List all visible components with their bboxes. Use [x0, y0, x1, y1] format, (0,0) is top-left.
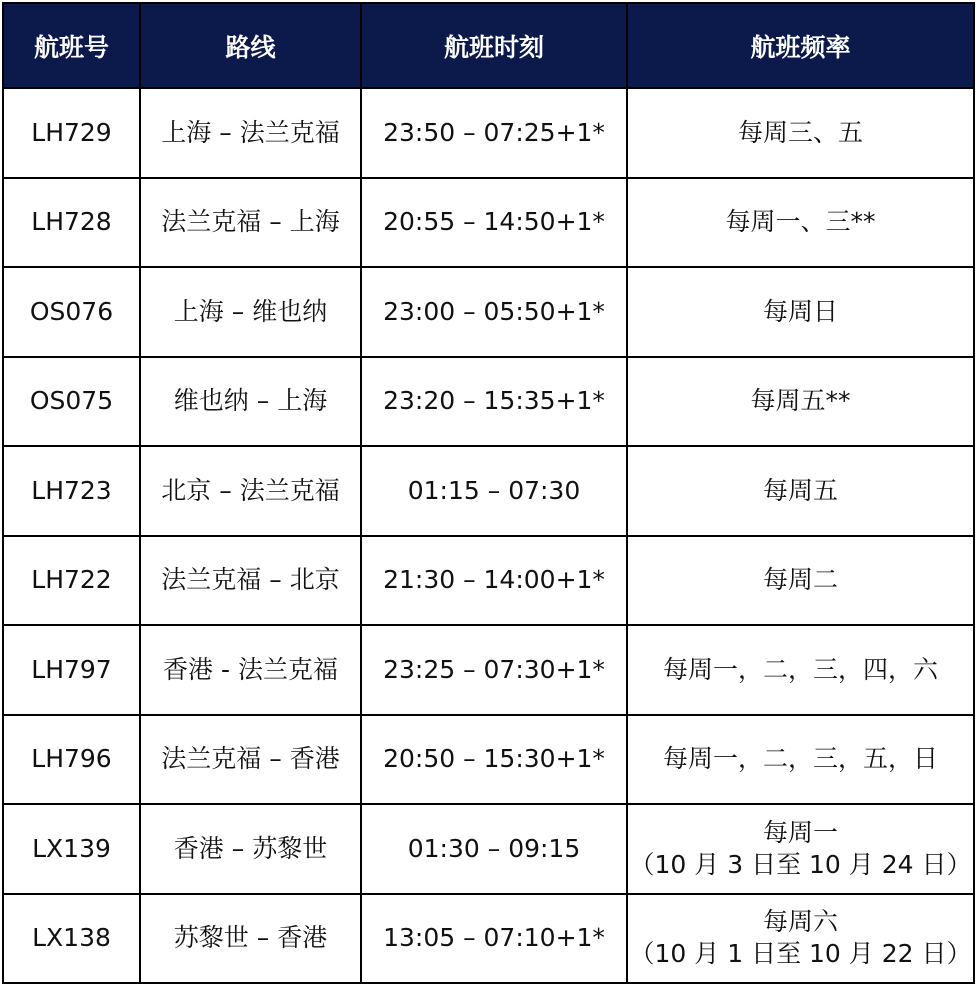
column-header-route: 路线: [140, 3, 361, 88]
frequency-cell: [627, 894, 974, 984]
flight-number-cell: OS076: [3, 267, 140, 357]
frequency-cell: [627, 446, 974, 536]
table-row: [3, 894, 974, 984]
flight-number-cell: LH796: [3, 715, 140, 805]
table-row: [3, 178, 974, 268]
flight-number-cell: LH729: [3, 88, 140, 178]
flight-time-cell: 20:55 – 14:50+1*: [361, 178, 627, 268]
route-cell: 法兰克福 – 香港: [140, 715, 361, 805]
table-row: [3, 267, 974, 357]
table-row: [3, 446, 974, 536]
frequency-cell: [627, 536, 974, 626]
frequency-cell: [627, 88, 974, 178]
route-cell: 上海 – 法兰克福: [140, 88, 361, 178]
route-cell: 上海 – 维也纳: [140, 267, 361, 357]
frequency-days: 每周二: [762, 565, 838, 595]
flight-time-cell: 23:25 – 07:30+1*: [361, 625, 627, 715]
table-row: [3, 715, 974, 805]
frequency-days: 每周三、五: [737, 117, 863, 147]
route-cell: 苏黎世 – 香港: [140, 894, 361, 984]
column-header-time: 航班时刻: [361, 3, 627, 88]
flight-time-cell: 23:00 – 05:50+1*: [361, 267, 627, 357]
flight-time-cell: 20:50 – 15:30+1*: [361, 715, 627, 805]
frequency-cell: [627, 804, 974, 894]
table-row: [3, 88, 974, 178]
frequency-days: 每周一: [762, 817, 838, 847]
route-cell: 法兰克福 – 上海: [140, 178, 361, 268]
table-header-row: [3, 3, 974, 88]
frequency-cell: [627, 178, 974, 268]
table-row: [3, 536, 974, 626]
frequency-cell: [627, 357, 974, 447]
frequency-days: 每周六: [762, 907, 838, 937]
flight-number-cell: LX138: [3, 894, 140, 984]
flight-time-cell: 01:30 – 09:15: [361, 804, 627, 894]
route-cell: 法兰克福 – 北京: [140, 536, 361, 626]
flight-number-cell: LH723: [3, 446, 140, 536]
frequency-days: 每周五: [762, 475, 838, 505]
flight-schedule-table: [2, 2, 975, 984]
flight-number-cell: LH728: [3, 178, 140, 268]
flight-number-cell: LH797: [3, 625, 140, 715]
flight-number-cell: LX139: [3, 804, 140, 894]
frequency-cell: [627, 625, 974, 715]
route-cell: 香港 – 苏黎世: [140, 804, 361, 894]
table-row: [3, 625, 974, 715]
column-header-frequency: 航班频率: [627, 3, 974, 88]
flight-schedule: [2, 2, 975, 984]
flight-number-cell: OS075: [3, 357, 140, 447]
frequency-days: 每周一、三**: [725, 207, 876, 237]
table-row: [3, 804, 974, 894]
frequency-date-range: （10 月 1 日至 10 月 22 日）: [629, 939, 972, 969]
flight-time-cell: 23:20 – 15:35+1*: [361, 357, 627, 447]
frequency-days: 每周一，二，三，四，六: [662, 654, 938, 684]
route-cell: 维也纳 – 上海: [140, 357, 361, 447]
flight-time-cell: 23:50 – 07:25+1*: [361, 88, 627, 178]
column-header-flight-no: 航班号: [3, 3, 140, 88]
table-row: [3, 357, 974, 447]
frequency-cell: [627, 267, 974, 357]
route-cell: 北京 – 法兰克福: [140, 446, 361, 536]
route-cell: 香港 - 法兰克福: [140, 625, 361, 715]
flight-time-cell: 21:30 – 14:00+1*: [361, 536, 627, 626]
frequency-days: 每周日: [762, 296, 838, 326]
flight-time-cell: 13:05 – 07:10+1*: [361, 894, 627, 984]
frequency-cell: [627, 715, 974, 805]
flight-time-cell: 01:15 – 07:30: [361, 446, 627, 536]
flight-number-cell: LH722: [3, 536, 140, 626]
frequency-days: 每周一，二，三，五，日: [662, 744, 938, 774]
frequency-date-range: （10 月 3 日至 10 月 24 日）: [629, 849, 972, 879]
frequency-days: 每周五**: [750, 386, 851, 416]
